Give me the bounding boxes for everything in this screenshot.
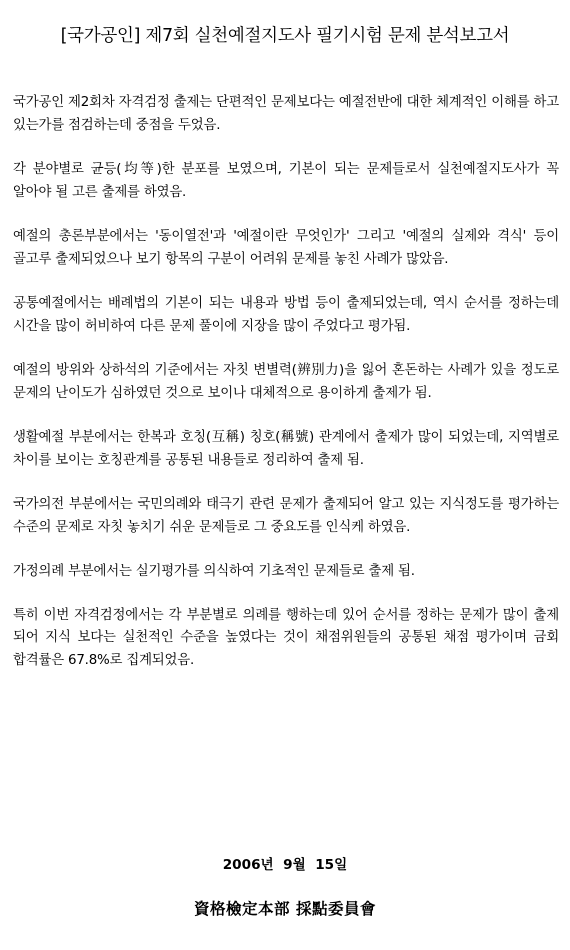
paragraph-national-protocol: 국가의전 부분에서는 국민의례와 태극기 관련 문제가 출제되어 알고 있는 지식정도를 평가하는 수준의 문제로 자칫 놓치기 쉬운 문제들로 그 중요도를 인식케 하였음. xyxy=(13,497,559,535)
report-body xyxy=(13,92,559,694)
paragraph-overview: 국가공인 제2회차 자격검정 출제는 단편적인 문제보다는 예절전반에 대한 체계적인 이해를 하고 있는가를 점검하는데 중점을 두었음. xyxy=(13,95,559,133)
paragraph-life-etiquette: 생활예절 부분에서는 한복과 호칭(互稱) 칭호(稱號) 관계에서 출제가 많이 되었는데, 지역별로 차이를 보이는 호칭관계를 공통된 내용들로 정리하여 출제 됨. xyxy=(13,430,559,468)
paragraph-general-etiquette: 예절의 총론부분에서는 '동이열전'과 '예절이란 무엇인가' 그리고 '예절의 실제와 격식' 등이 골고루 출제되었으나 보기 항목의 구분이 어려워 문제를 놓친 사례가 많았음. xyxy=(13,229,559,267)
paragraph-family-rites: 가정의례 부분에서는 실기평가를 의식하여 기초적인 문제들로 출제 됨. xyxy=(13,564,415,579)
paragraph-common-etiquette: 공통예절에서는 배례법의 기본이 되는 내용과 방법 등이 출제되었는데, 역시 순서를 정하는데 시간을 많이 허비하여 다른 문제 풀이에 지장을 많이 주었다고 평가됨. xyxy=(13,296,559,334)
issuer-signature: 資格檢定本部 採點委員會 xyxy=(194,899,376,918)
paragraph-direction-seating: 예절의 방위와 상하석의 기준에서는 자칫 변별력(辨別力)을 잃어 혼돈하는 사례가 있을 정도로 문제의 난이도가 심하였던 것으로 보이나 대체적으로 용이하게 출제가 됨. xyxy=(13,363,559,401)
paragraph-distribution: 각 분야별로 균등(均等)한 분포를 보였으며, 기본이 되는 문제들로서 실천예절지도사가 꼭 알아야 될 고른 출제를 하였음. xyxy=(13,162,559,200)
paragraph-summary: 특히 이번 자격검정에서는 각 부분별로 의례를 행하는데 있어 순서를 정하는 문제가 많이 출제 되어 지식 보다는 실천적인 수준을 높였다는 것이 채점위원들의 공통된 채점 평가이며 금회 합격률은 67.8%로 집계되었음. xyxy=(13,607,559,668)
report-date: 2006년 9월 15일 xyxy=(222,857,348,873)
report-title: [국가공인] 제7회 실천예절지도사 필기시험 문제 분석보고서 xyxy=(60,26,510,46)
